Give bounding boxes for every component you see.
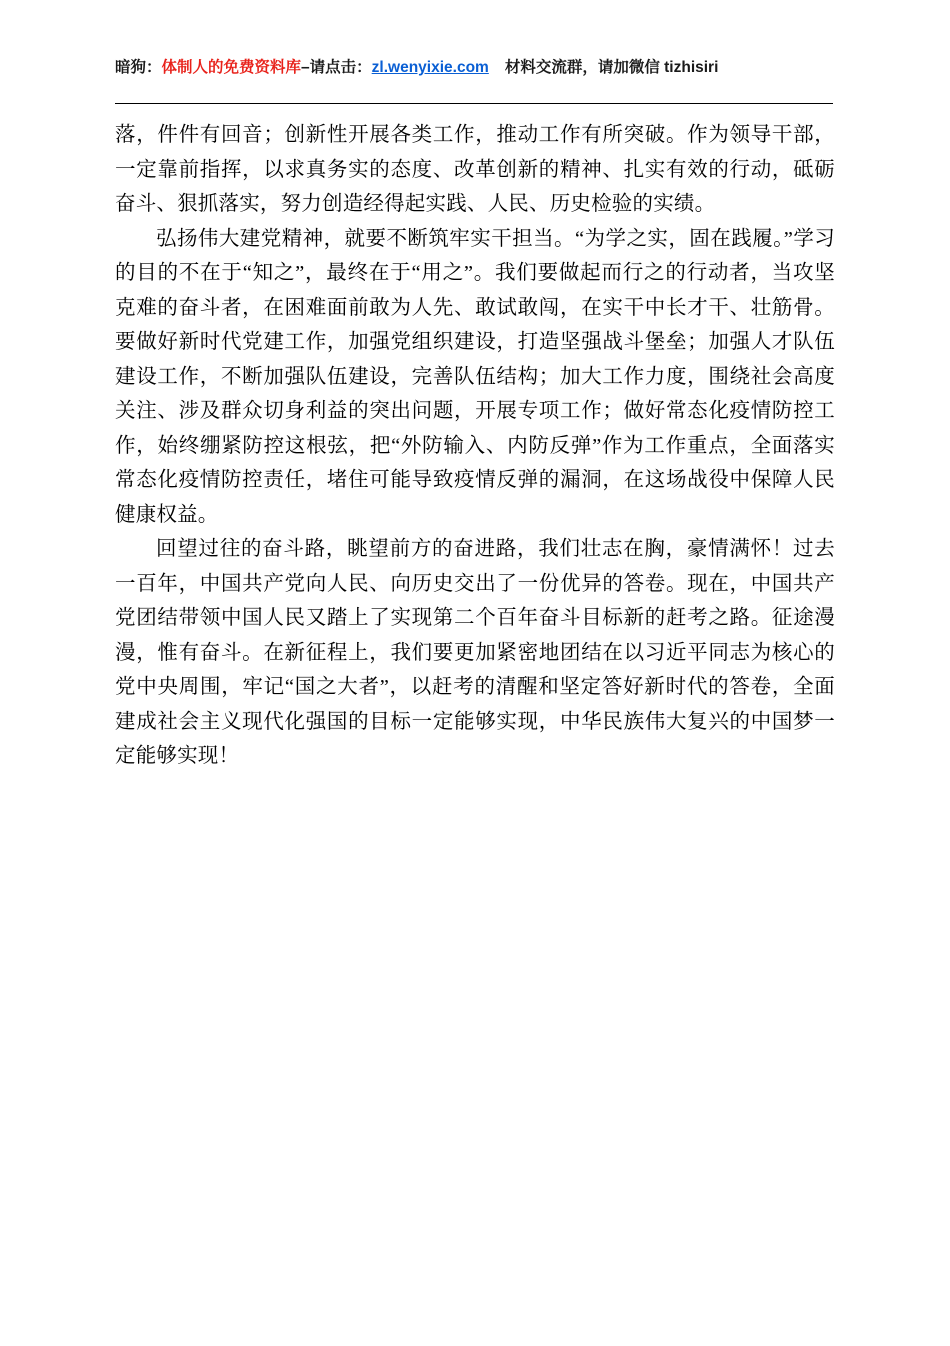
promo-banner-line [115,58,718,76]
promo-banner [115,58,833,104]
promo-brand: 暗狗： [115,59,162,76]
promo-click-prefix: –请点击： [301,59,372,76]
paragraph: 弘扬伟大建党精神，就要不断筑牢实干担当。“为学之实，固在践履。”学习的目的不在于“知之”，最终在于“用之”。我们要做起而行之的行动者，当攻坚克难的奋斗者，在困难面前敢为人先、敢试敢闯，在实干中长才干、壮筋骨。要做好新时代党建工作，加强党组织建设，打造坚强战斗堡垒；加强人才队伍建设工作，不断加强队伍建设，完善队伍结构；加大工作力度，围绕社会高度关注、涉及群众切身利益的突出问题，开展专项工作；做好常态化疫情防控工作，始终绷紧防控这根弦，把“外防输入、内防反弹”作为工作重点，全面落实常态化疫情防控责任，堵住可能导致疫情反弹的漏洞，在这场战役中保障人民健康权益。 [115,227,835,526]
promo-tail: 材料交流群，请加微信 tizhisiri [504,59,719,76]
document-body [115,118,835,774]
paragraph: 落，件件有回音；创新性开展各类工作，推动工作有所突破。作为领导干部，一定靠前指挥，以求真务实的态度、改革创新的精神、扎实有效的行动，砥砺奋斗、狠抓落实，努力创造经得起实践、人民、历史检验的实绩。 [115,124,835,215]
paragraph: 回望过往的奋斗路，眺望前方的奋进路，我们壮志在胸，豪情满怀！过去一百年，中国共产党向人民、向历史交出了一份优异的答卷。现在，中国共产党团结带领中国人民又踏上了实现第二个百年奋斗目标新的赶考之路。征途漫漫，惟有奋斗。在新征程上，我们要更加紧密地团结在以习近平同志为核心的党中央周围，牢记“国之大者”，以赶考的清醒和坚定答好新时代的答卷，全面建成社会主义现代化强国的目标一定能够实现，中华民族伟大复兴的中国梦一定能够实现！ [115,538,835,767]
promo-slogan: 体制人的免费资料库 [161,59,302,76]
promo-link[interactable]: zl.wenyixie.com [371,59,489,76]
